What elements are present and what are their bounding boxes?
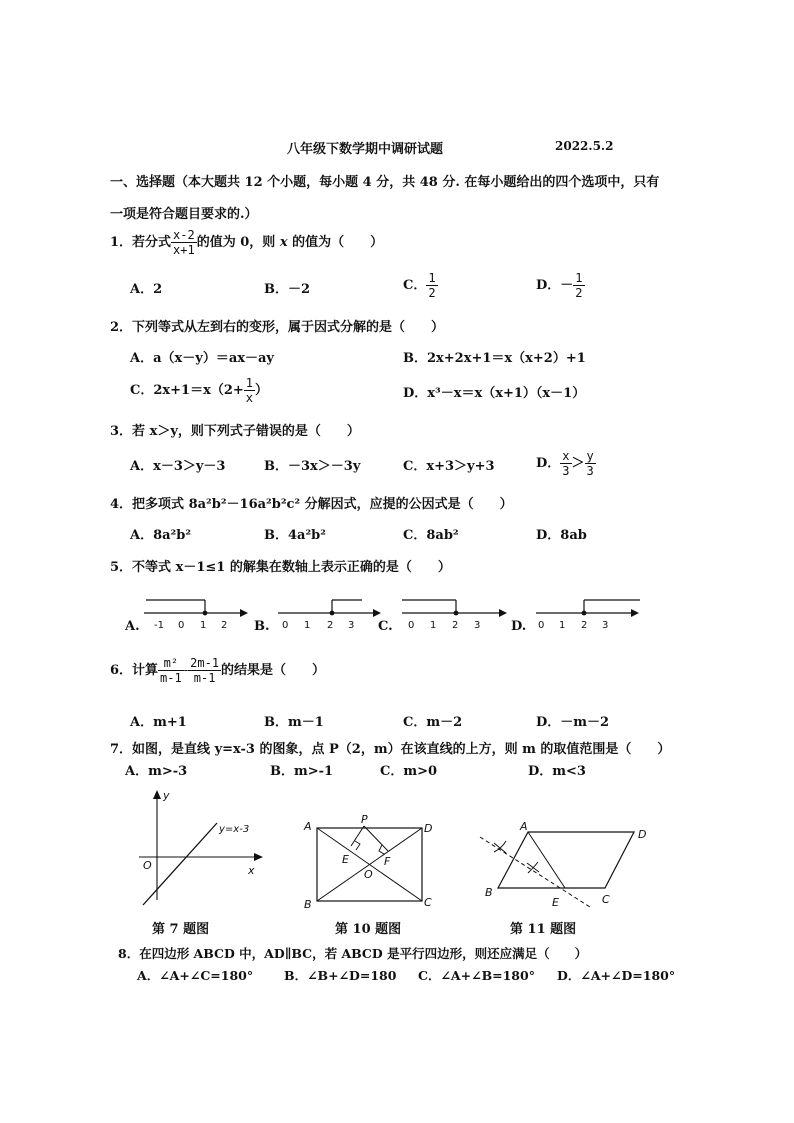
tick-label: 0 bbox=[178, 620, 185, 631]
number-line-b bbox=[274, 592, 384, 632]
vertex-d-label: D bbox=[638, 828, 647, 841]
q7-option-d: D．m<3 bbox=[528, 764, 586, 779]
section-instructions-line1: 一、选择题（本大题共 12 个小题，每小题 4 分，共 48 分. 在每小题给出的四个选项中，只有 bbox=[110, 175, 660, 190]
tick-label: 0 bbox=[408, 620, 415, 631]
tick-label: -1 bbox=[154, 620, 164, 631]
point-e-label: E bbox=[552, 896, 559, 909]
vertex-a-label: A bbox=[520, 820, 528, 833]
q8-option-d: D．∠A+∠D=180° bbox=[557, 968, 676, 983]
x-axis-label: x bbox=[248, 864, 255, 877]
vertex-c-label: C bbox=[602, 893, 610, 906]
tick-label: 2 bbox=[327, 620, 334, 631]
q4-option-b: B．4a²b² bbox=[264, 528, 326, 543]
q6-option-a: A．m+1 bbox=[130, 715, 187, 730]
tick-label: 3 bbox=[602, 620, 609, 631]
point-o-label: O bbox=[364, 868, 373, 881]
q8-option-b: B．∠B+∠D=180 bbox=[284, 968, 397, 983]
tick-label: 2 bbox=[581, 620, 588, 631]
q2-option-c: C．2x+1＝x（2+ $\frac{1}{x}$ ） bbox=[130, 376, 269, 405]
tick-label: 0 bbox=[538, 620, 545, 631]
point-f-label: F bbox=[384, 855, 391, 868]
q7-option-b: B．m>-1 bbox=[270, 764, 334, 779]
q5-option-b: B. bbox=[254, 619, 270, 634]
q2-option-b: B．2x+2x+1＝x（x+2）+1 bbox=[403, 351, 586, 366]
question-4-stem: 4．把多项式 8a²b²－16a²b²c² 分解因式，应提的公因式是（ ） bbox=[110, 497, 513, 512]
q1-option-b: B．－2 bbox=[264, 282, 311, 297]
q2-option-a: A．a（x－y）＝ax－ay bbox=[130, 351, 274, 366]
tick-label: 1 bbox=[559, 620, 566, 631]
tick-label: 1 bbox=[200, 620, 207, 631]
tick-label: 0 bbox=[282, 620, 289, 631]
q5-option-d: D. bbox=[511, 619, 527, 634]
q4-option-c: C．8ab² bbox=[403, 528, 459, 543]
question-8-stem: 8．在四边形 ABCD 中，AD∥BC，若 ABCD 是平行四边形，则还应满足（ ） bbox=[118, 946, 588, 961]
tick-label: 2 bbox=[452, 620, 459, 631]
question-3-stem: 3．若 x＞y，则下列式子错误的是（ ） bbox=[110, 424, 360, 439]
tick-label: 1 bbox=[304, 620, 311, 631]
figure-7-caption: 第 7 题图 bbox=[152, 922, 210, 937]
vertex-b-label: B bbox=[485, 886, 493, 899]
figure-7-graph bbox=[135, 785, 270, 910]
q1-option-c: C． $\frac{1}{2}$ bbox=[403, 271, 436, 300]
q3-option-b: B．－3x＞－3y bbox=[264, 459, 361, 474]
origin-label: O bbox=[143, 859, 152, 872]
q8-option-a: A．∠A+∠C=180° bbox=[137, 968, 254, 983]
number-line-a bbox=[140, 592, 250, 632]
q4-option-d: D．8ab bbox=[536, 528, 587, 543]
line-label: y=x-3 bbox=[219, 824, 250, 835]
q4-option-a: A．8a²b² bbox=[130, 528, 192, 543]
question-1-stem: 1．若分式 $\frac{x-2}{x+1}$ 的值为 0，则 x 的值为（ ） bbox=[110, 228, 384, 257]
y-axis-label: y bbox=[163, 789, 170, 802]
tick-label: 3 bbox=[474, 620, 481, 631]
q7-option-c: C．m>0 bbox=[380, 764, 438, 779]
vertex-b-label: B bbox=[304, 898, 312, 911]
q3-option-d: D． $\frac{x}{3}$ ＞ $\frac{y}{3}$ bbox=[536, 449, 594, 478]
figure-10-caption: 第 10 题图 bbox=[335, 922, 402, 937]
number-line-c bbox=[398, 592, 510, 632]
vertex-d-label: D bbox=[424, 822, 433, 835]
q6-option-d: D．－m－2 bbox=[536, 715, 610, 730]
figure-11-parallelogram bbox=[472, 815, 662, 915]
tick-label: 2 bbox=[221, 620, 228, 631]
question-7-stem: 7．如图，是直线 y=x-3 的图象，点 P（2，m）在该直线的上方，则 m 的取值范围是（ ） bbox=[110, 742, 671, 757]
q8-option-c: C．∠A+∠B=180° bbox=[418, 968, 535, 983]
figure-10-rectangle bbox=[300, 808, 440, 913]
tick-label: 1 bbox=[430, 620, 437, 631]
page-title: 八年级下数学期中调研试题 bbox=[287, 142, 444, 157]
question-5-stem: 5．不等式 x－1≤1 的解集在数轴上表示正确的是（ ） bbox=[110, 560, 451, 575]
exam-date: 2022.5.2 bbox=[555, 139, 614, 153]
q2-option-d: D．x³－x＝x（x+1）（x－1） bbox=[403, 386, 586, 401]
q5-option-a: A. bbox=[125, 619, 140, 634]
q7-option-a: A．m>-3 bbox=[125, 764, 188, 779]
q1-option-a: A．2 bbox=[130, 282, 163, 297]
q6-option-c: C．m－2 bbox=[403, 715, 463, 730]
q5-option-c: C. bbox=[378, 619, 393, 634]
tick-label: 3 bbox=[348, 620, 355, 631]
vertex-a-label: A bbox=[304, 820, 312, 833]
number-line-d bbox=[532, 592, 644, 632]
q3-option-c: C．x+3＞y+3 bbox=[403, 459, 495, 474]
figure-11-caption: 第 11 题图 bbox=[510, 922, 577, 937]
fraction: $\frac{x-2}{x+1}$ bbox=[173, 228, 195, 257]
q6-option-b: B．m－1 bbox=[264, 715, 324, 730]
q1-option-d: D．－ $\frac{1}{2}$ bbox=[536, 271, 583, 300]
point-p-label: P bbox=[361, 813, 368, 826]
question-2-stem: 2．下列等式从左到右的变形，属于因式分解的是（ ） bbox=[110, 320, 445, 335]
q3-option-a: A．x－3＞y－3 bbox=[130, 459, 226, 474]
section-instructions-line2: 一项是符合题目要求的.） bbox=[110, 207, 258, 222]
question-6-stem: 6．计算 $\frac{\text{m²}}{m-1}$ - $\frac{2m-1}{m-1}$ 的结果是（ ） bbox=[110, 656, 326, 685]
vertex-c-label: C bbox=[424, 896, 432, 909]
point-e-label: E bbox=[342, 853, 349, 866]
